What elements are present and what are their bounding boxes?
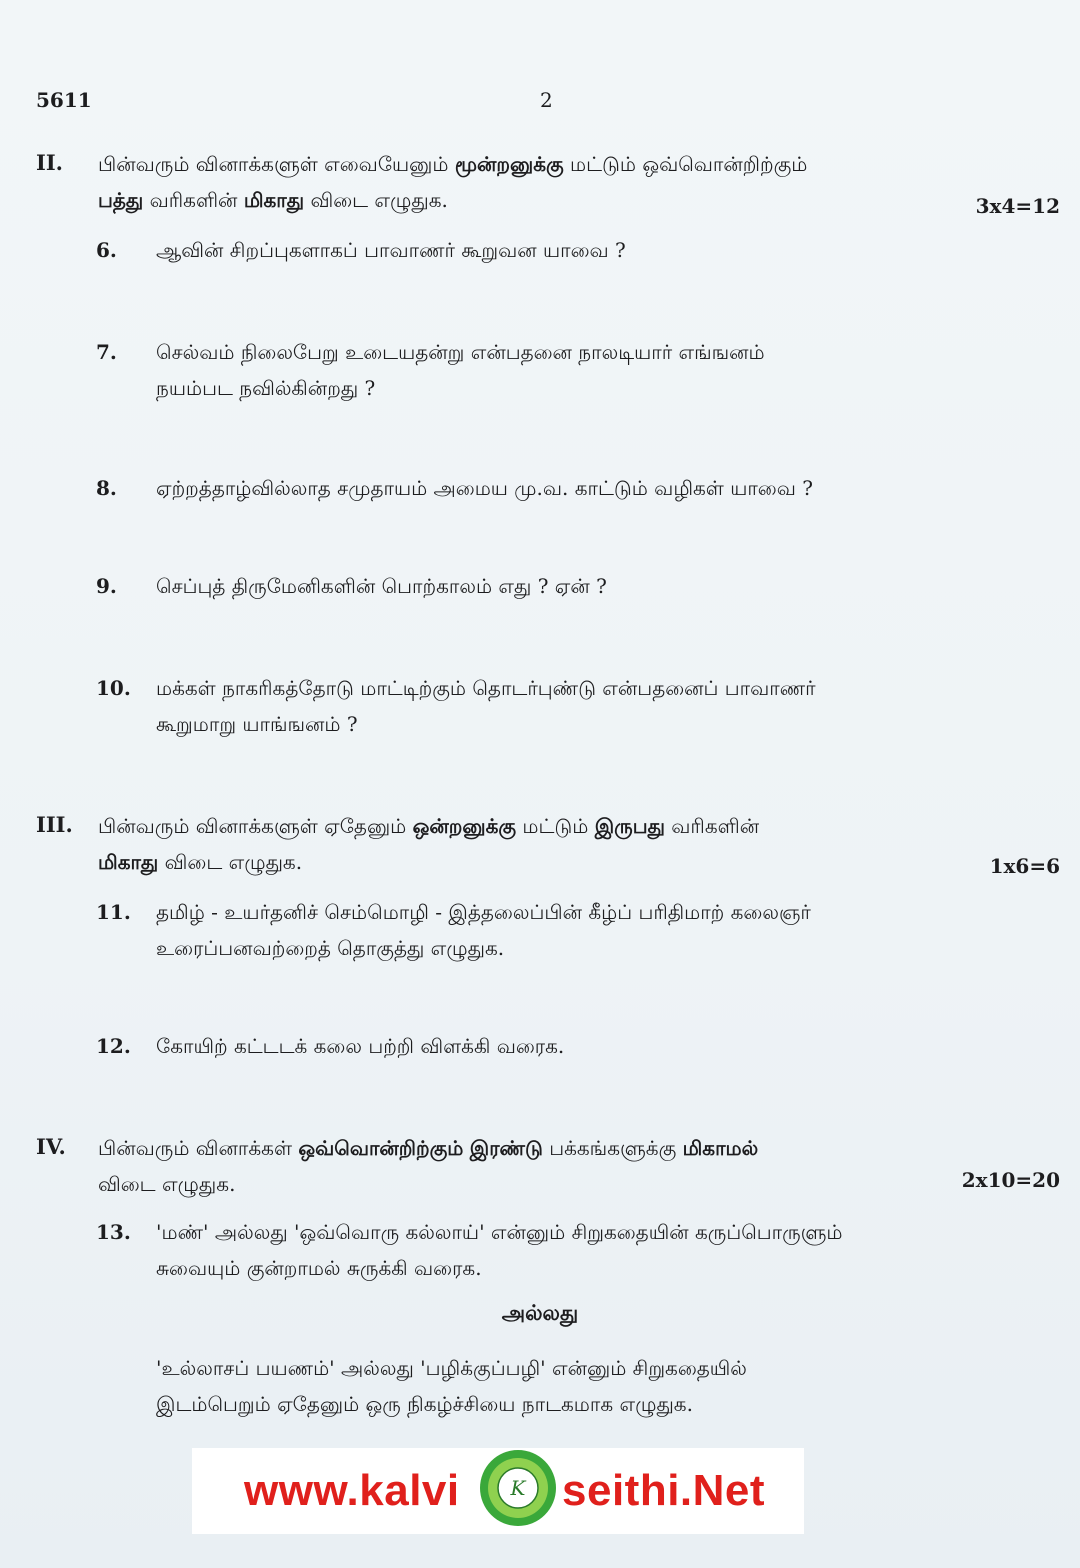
question-number: 12.: [96, 1034, 131, 1058]
paper-code: 5611: [36, 88, 92, 112]
logo-letter: K: [510, 1476, 526, 1500]
question-line: இடம்பெறும் ஏதேனும் ஒரு நிகழ்ச்சியை நாடகமாக எழுதுக.: [156, 1392, 693, 1416]
question-text: [156, 1028, 1006, 1064]
question-line: நயம்பட நவில்கின்றது ?: [156, 376, 376, 400]
instruction-part: வரிகளின்: [143, 188, 244, 212]
instruction-emphasis: இருபது: [594, 814, 665, 838]
question-text: [156, 894, 1006, 966]
section-instruction-text: [98, 808, 1060, 880]
instruction-emphasis: மிகாமல்: [682, 1136, 759, 1160]
question-line: மக்கள் நாகரிகத்தோடு மாட்டிற்கும் தொடர்புண்டு என்பதனைப் பாவாணர்: [156, 676, 816, 700]
question-line: செல்வம் நிலைபேறு உடையதன்று என்பதனை நாலடியார் எங்ஙனம்: [156, 340, 765, 364]
question-text: [156, 334, 1006, 406]
section-number: IV.: [36, 1134, 66, 1159]
instruction-emphasis: இரண்டு: [469, 1136, 543, 1160]
instruction-part: மட்டும்: [516, 814, 595, 838]
instruction-line-1: [98, 808, 1060, 844]
question-line: ஆவின் சிறப்புகளாகப் பாவாணர் கூறுவன யாவை ?: [156, 238, 626, 262]
instruction-part: விடை எழுதுக.: [158, 850, 303, 874]
question-text: [156, 568, 1006, 604]
question-line: கோயிற் கட்டடக் கலை பற்றி விளக்கி வரைக.: [156, 1034, 565, 1058]
instruction-line-1: [98, 146, 1060, 182]
section-marks: 2x10=20: [961, 1168, 1060, 1192]
instruction-part: பின்வரும் வினாக்களுள் எவையேனும்: [98, 152, 455, 176]
question-number: 8.: [96, 476, 117, 500]
instruction-part: பின்வரும் வினாக்கள்: [98, 1136, 299, 1160]
watermark-text-left: www.kalvi: [244, 1466, 460, 1515]
instruction-line-2: [98, 1166, 1060, 1202]
question-line: 'உல்லாசப் பயணம்' அல்லது 'பழிக்குப்பழி' என்னும் சிறுகதையில்: [156, 1356, 747, 1380]
instruction-line-1: [98, 1130, 1060, 1166]
watermark-text-right: seithi.Net: [562, 1466, 766, 1515]
section-instruction-text: [98, 146, 1060, 218]
instruction-line-2: [98, 844, 1060, 880]
instruction-part: பின்வரும் வினாக்களுள் ஏதேனும்: [98, 814, 413, 838]
question-text: [156, 232, 1006, 268]
question-number: 9.: [96, 574, 117, 598]
section-number: III.: [36, 812, 73, 837]
instruction-part: பக்கங்களுக்கு: [542, 1136, 683, 1160]
question-number: 13.: [96, 1220, 131, 1244]
question-line: கூறுமாறு யாங்ஙனம் ?: [156, 712, 358, 736]
question-number: 11.: [96, 900, 131, 924]
section-marks: 1x6=6: [989, 854, 1060, 878]
instruction-part: விடை எழுதுக.: [304, 188, 448, 212]
instruction-emphasis: மிகாது: [243, 188, 305, 212]
instruction-part: விடை எழுதுக.: [98, 1172, 236, 1196]
question-number: 6.: [96, 238, 117, 262]
instruction-emphasis: மிகாது: [98, 850, 159, 874]
question-text: [156, 1350, 1006, 1422]
question-line: சுவையும் குன்றாமல் சுருக்கி வரைக.: [156, 1256, 482, 1280]
question-number: 10.: [96, 676, 131, 700]
question-number: 7.: [96, 340, 117, 364]
kalviseithi-logo-icon: [478, 1448, 558, 1528]
or-label: அல்லது: [501, 1300, 579, 1325]
instruction-line-2: [98, 182, 1060, 218]
question-line: தமிழ் - உயர்தனிச் செம்மொழி - இத்தலைப்பின் கீழ்ப் பரிதிமாற் கலைஞர்: [156, 900, 811, 924]
section-instruction-text: [98, 1130, 1060, 1202]
instruction-part: வரிகளின்: [664, 814, 760, 838]
question-text: [156, 670, 1006, 742]
instruction-part: மட்டும் ஒவ்வொன்றிற்கும்: [563, 152, 808, 176]
question-line: ஏற்றத்தாழ்வில்லாத சமுதாயம் அமைய மு.வ. காட்டும் வழிகள் யாவை ?: [156, 476, 813, 500]
instruction-emphasis: மூன்றனுக்கு: [454, 152, 564, 176]
question-text: [156, 470, 1006, 506]
section-marks: 3x4=12: [975, 194, 1060, 218]
question-text: [156, 1214, 1006, 1286]
question-line: செப்புத் திருமேனிகளின் பொற்காலம் எது ? ஏன் ?: [156, 574, 607, 598]
instruction-emphasis: ஒன்றனுக்கு: [412, 814, 517, 838]
question-line: உரைப்பனவற்றைத் தொகுத்து எழுதுக.: [156, 936, 505, 960]
section-number: II.: [36, 150, 63, 175]
instruction-emphasis: ஒவ்வொன்றிற்கும்: [298, 1136, 464, 1160]
page-number: 2: [540, 88, 553, 112]
instruction-emphasis: பத்து: [98, 188, 144, 212]
question-line: 'மண்' அல்லது 'ஒவ்வொரு கல்லாய்' என்னும் சிறுகதையின் கருப்பொருளும்: [156, 1220, 843, 1244]
